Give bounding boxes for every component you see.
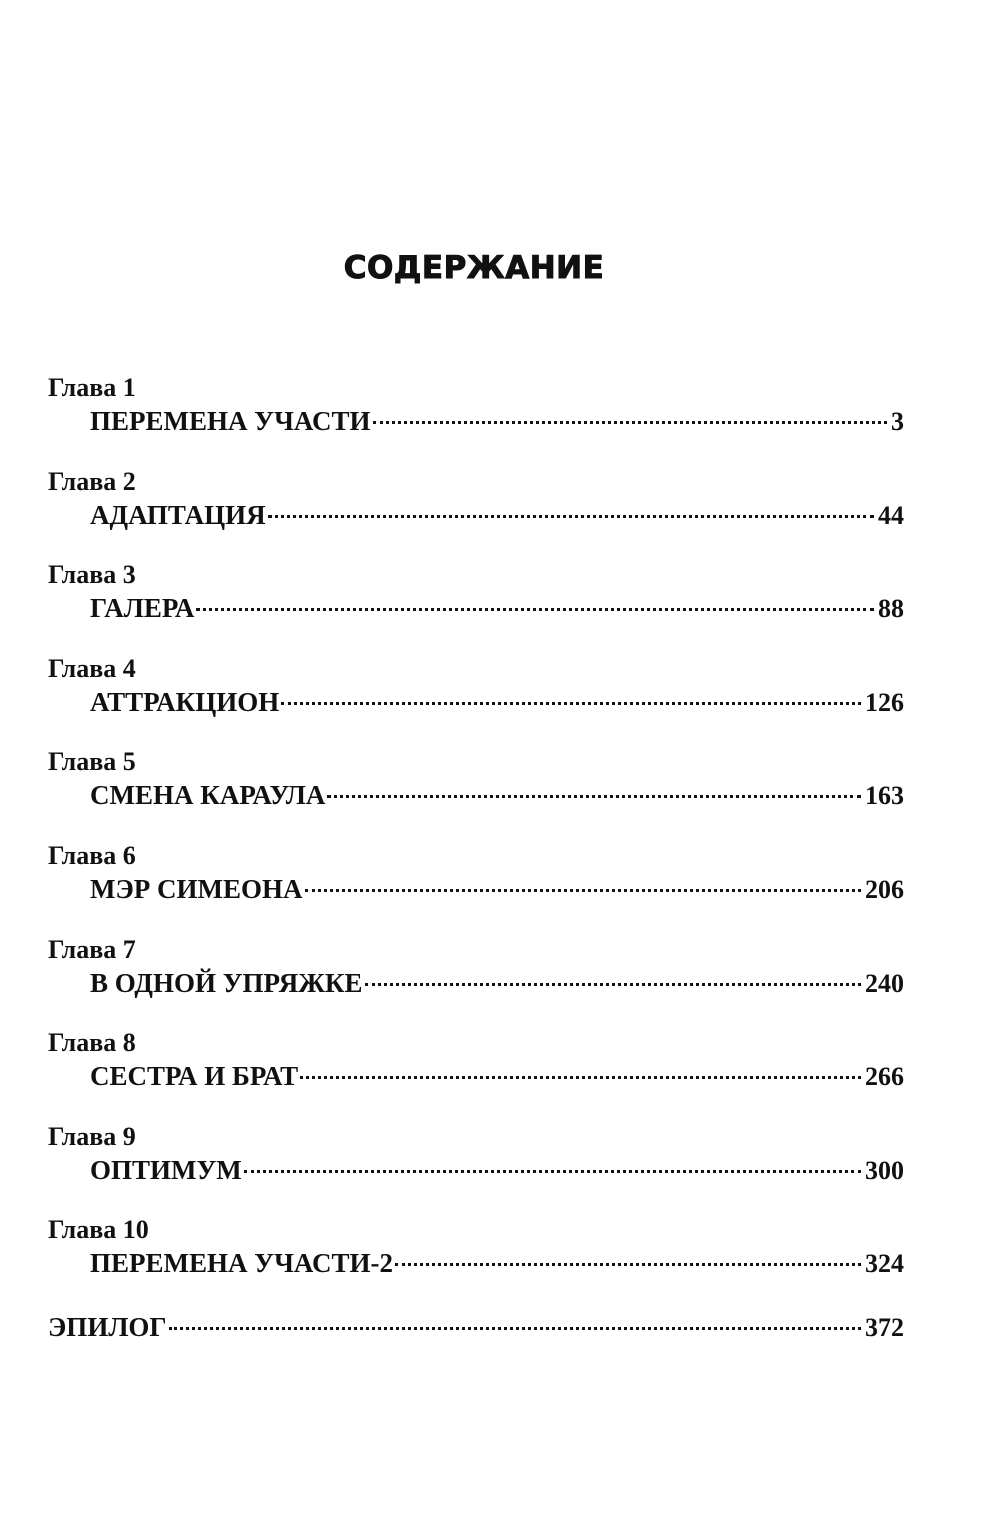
toc-entry-chapter-1[interactable]: [48, 372, 904, 466]
chapter-title: СМЕНА КАРАУЛА: [90, 780, 326, 811]
table-of-contents: [48, 372, 904, 1344]
chapter-title: ГАЛЕРА: [90, 593, 195, 624]
toc-line: [48, 966, 904, 1000]
page-number: 324: [865, 1249, 904, 1279]
dot-leader: [395, 1263, 861, 1266]
toc-entry-chapter-8[interactable]: [48, 1027, 904, 1121]
chapter-title: АТТРАКЦИОН: [90, 686, 280, 717]
page-number: 240: [865, 968, 904, 998]
dot-leader: [244, 1170, 861, 1173]
dot-leader: [281, 702, 861, 705]
toc-line: [48, 778, 904, 812]
dot-leader: [373, 421, 887, 424]
toc-entry-chapter-10[interactable]: [48, 1214, 904, 1308]
chapter-label: Глава 4: [48, 653, 136, 683]
chapter-label: Глава 1: [48, 373, 136, 402]
chapter-label: Глава 10: [48, 1215, 149, 1245]
page-number: 266: [865, 1062, 904, 1092]
page-number: 3: [891, 407, 904, 436]
chapter-title: ОПТИМУМ: [90, 1154, 242, 1185]
toc-line: [48, 498, 904, 532]
toc-entry-chapter-9[interactable]: [48, 1121, 904, 1215]
chapter-title: АДАПТАЦИЯ: [90, 499, 266, 530]
chapter-label: Глава 5: [48, 747, 136, 777]
chapter-title: СЕСТРА И БРАТ: [90, 1061, 299, 1092]
page-number: 44: [878, 500, 904, 530]
dot-leader: [196, 608, 874, 611]
chapter-title: ПЕРЕМЕНА УЧАСТИ: [90, 406, 371, 436]
page-number: 206: [865, 874, 904, 904]
dot-leader: [327, 795, 861, 798]
page-number: 372: [865, 1312, 904, 1342]
toc-line: [48, 1246, 904, 1280]
toc-entry-chapter-6[interactable]: [48, 840, 904, 934]
toc-entry-chapter-3[interactable]: [48, 559, 904, 653]
toc-entry-chapter-4[interactable]: [48, 653, 904, 747]
chapter-label: Глава 3: [48, 560, 136, 590]
dot-leader: [268, 515, 874, 518]
chapter-label: Глава 6: [48, 840, 136, 870]
toc-line: [48, 685, 904, 719]
dot-leader: [365, 983, 862, 986]
page-number: 300: [865, 1155, 904, 1185]
toc-entry-chapter-7[interactable]: [48, 934, 904, 1028]
toc-entry-epilogue[interactable]: [48, 1310, 904, 1344]
page-number: 88: [878, 594, 904, 624]
chapter-title: ПЕРЕМЕНА УЧАСТИ-2: [90, 1248, 394, 1279]
page-title: СОДЕРЖАНИЕ: [343, 250, 605, 286]
toc-entry-chapter-2[interactable]: [48, 466, 904, 560]
chapter-label: Глава 7: [48, 934, 136, 964]
toc-line: [48, 1153, 904, 1187]
dot-leader: [300, 1076, 861, 1079]
chapter-label: Глава 2: [48, 466, 136, 496]
chapter-title: МЭР СИМЕОНА: [90, 873, 303, 904]
chapter-title: В ОДНОЙ УПРЯЖКЕ: [90, 967, 363, 998]
toc-line: [48, 591, 904, 625]
dot-leader: [169, 1327, 861, 1330]
chapter-label: Глава 8: [48, 1028, 136, 1058]
dot-leader: [305, 889, 861, 892]
chapter-label: Глава 9: [48, 1121, 136, 1151]
page-number: 126: [865, 687, 904, 717]
epilogue-title: ЭПИЛОГ: [48, 1311, 167, 1342]
toc-entry-chapter-5[interactable]: [48, 746, 904, 840]
page-number: 163: [865, 781, 904, 811]
toc-line: [48, 404, 904, 438]
toc-line: [48, 1059, 904, 1093]
toc-line: [48, 872, 904, 906]
